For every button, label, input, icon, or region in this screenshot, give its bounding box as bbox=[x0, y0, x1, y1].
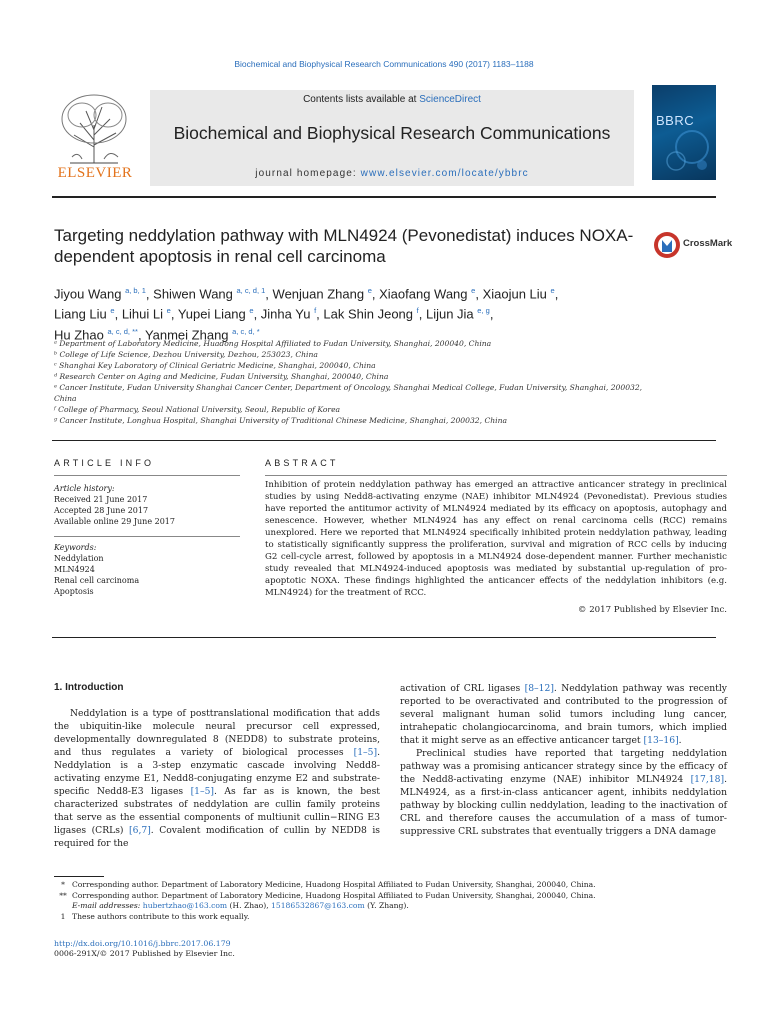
citation-link[interactable]: [13–16] bbox=[643, 735, 679, 746]
author-separator: , bbox=[554, 286, 559, 302]
author-name[interactable]: Hu Zhao bbox=[54, 326, 104, 342]
abstract-heading: ABSTRACT bbox=[265, 458, 339, 468]
crossmark-label: CrossMark bbox=[683, 238, 733, 249]
author-name[interactable]: Xiaofang Wang bbox=[379, 286, 468, 302]
body-divider bbox=[52, 637, 716, 638]
body-text: . Neddylation is a 3-step enzymatic cascade involving Nedd8-activating enzyme E1, Nedd8-conjugating enzyme E2 and substrate-specific Nedd8-E3 ligases bbox=[54, 747, 380, 797]
history-online: Available online 29 June 2017 bbox=[54, 517, 175, 526]
author-name[interactable]: Yanmei Zhang bbox=[144, 326, 229, 342]
journal-header bbox=[52, 85, 716, 193]
affiliations bbox=[54, 338, 654, 426]
citation-link[interactable]: [17,18] bbox=[690, 774, 725, 785]
article-info-heading: ARTICLE INFO bbox=[54, 458, 155, 468]
crossmark-badge[interactable] bbox=[653, 230, 733, 260]
author-name[interactable]: Lijun Jia bbox=[425, 306, 474, 322]
keyword: Renal cell carcinoma bbox=[54, 576, 140, 585]
journal-banner bbox=[150, 90, 634, 186]
author-separator: , bbox=[316, 306, 324, 322]
keywords bbox=[54, 542, 244, 597]
keyword: Neddylation bbox=[54, 554, 104, 563]
email-owner: (Y. Zhang). bbox=[364, 901, 409, 910]
author-affiliation-marks[interactable]: a, c, d, ** bbox=[107, 326, 138, 336]
body-column-left bbox=[54, 707, 380, 850]
homepage-link[interactable]: www.elsevier.com/locate/ybbrc bbox=[360, 168, 529, 179]
cover-pattern bbox=[652, 85, 716, 180]
author-affiliation-marks[interactable]: f bbox=[314, 306, 317, 316]
author-affiliation-marks[interactable]: a, c, d, * bbox=[232, 326, 260, 336]
abstract-divider bbox=[265, 475, 727, 476]
keyword: MLN4924 bbox=[54, 565, 95, 574]
citation-link[interactable]: [8–12] bbox=[524, 683, 554, 694]
affiliation: ᵍ Cancer Institute, Longhua Hospital, Shanghai University of Traditional Chinese Medicine, Shanghai, 200032, China bbox=[54, 416, 508, 425]
email-link[interactable]: hubertzhao@163.com bbox=[142, 901, 228, 910]
body-text: Neddylation is a type of posttranslational modification that adds the ubiquitin-like molecule neural precursor cell expressed, developmentally downregulated 8 (NEDD8) to substrate proteins, and thus regulates a variety of biological processes bbox=[54, 708, 380, 758]
body-text: . MLN4924, as a first-in-class anticancer agent, inhibits neddylation pathway by blocking cullin neddylation, leading to the inactivation of CRL and therefore causes the accumulation of a mass of tumor-suppressive CRL substrates that eventually triggers a DNA damage bbox=[400, 774, 727, 837]
affiliation: ᵃ Department of Laboratory Medicine, Huadong Hospital Affiliated to Fudan University, Shanghai, 200040, China bbox=[54, 339, 492, 348]
history-received: Received 21 June 2017 bbox=[54, 495, 148, 504]
author-separator: , bbox=[253, 306, 261, 322]
homepage-prefix: journal homepage: bbox=[255, 168, 361, 179]
abstract-text: Inhibition of protein neddylation pathway has emerged an attractive anticancer strategy in preclinical studies by using Nedd8-activating enzyme (NAE) inhibitor MLN4924 (Pevonedistat). Previous studies have reported the antitumor activity of MLN4924 mediated by its efficacy on apoptosis, autophagy and senescence. However, whether MLN4924 has any effect on renal carcinoma cells (RCC) remains unexplored. Here we reported that MLN4924 specifically inhibited protein neddylation pathway, leading to statistically significantly suppress the proliferation, survival and migration of RCC cells by inducing G2 cell-cycle arrest, followed by apoptosis in a MLN4924 dose-dependent manner. Further mechanistic study revealed that MLN4924-induced apoptosis was mediated by substantial up-regulation of pro-apoptotic NOXA. These findings highlighted the anticancer effects of the neddylation inhibitors (e.g. MLN4924) for the treatment of RCC. bbox=[265, 480, 727, 598]
abstract-copyright: © 2017 Published by Elsevier Inc. bbox=[577, 605, 727, 615]
author-separator: , bbox=[371, 286, 380, 302]
author-affiliation-marks[interactable]: e bbox=[367, 286, 372, 295]
author-separator: , bbox=[418, 306, 426, 322]
author-separator: , bbox=[475, 286, 483, 302]
contents-line bbox=[150, 94, 634, 105]
author-name[interactable]: Jinha Yu bbox=[260, 306, 311, 322]
article-title: Targeting neddylation pathway with MLN4924 (Pevonedistat) induces NOXA-dependent apoptosis in renal cell carcinoma bbox=[54, 226, 634, 266]
footnote-mark: * bbox=[61, 880, 65, 889]
author-separator: , bbox=[145, 286, 154, 302]
history-label: Article history: bbox=[54, 484, 115, 493]
author-affiliation-marks[interactable]: e bbox=[249, 306, 254, 316]
elsevier-wordmark: ELSEVIER bbox=[57, 165, 133, 181]
author-name[interactable]: Yupei Liang bbox=[177, 306, 246, 322]
footnote-text: Corresponding author. Department of Laboratory Medicine, Huadong Hospital Affiliated to Fudan University, Shanghai, 200040, China. bbox=[72, 890, 596, 900]
author-affiliation-marks[interactable]: e bbox=[471, 286, 476, 295]
author-separator: , bbox=[170, 306, 178, 322]
author-name[interactable]: Xiaojun Liu bbox=[482, 286, 547, 302]
footnote-corresponding-1 bbox=[54, 880, 714, 891]
body-column-right bbox=[400, 682, 727, 838]
author-list bbox=[54, 282, 654, 343]
affiliation: ᶠ College of Pharmacy, Seoul National University, Seoul, Republic of Korea bbox=[54, 405, 341, 414]
affiliation: ᵇ College of Life Science, Dezhou University, Dezhou, 253023, China bbox=[54, 350, 318, 359]
journal-title: Biochemical and Biophysical Research Communications bbox=[173, 123, 611, 143]
author-affiliation-marks[interactable]: f bbox=[416, 306, 419, 316]
author-affiliation-marks[interactable]: e bbox=[110, 306, 115, 316]
keywords-divider bbox=[54, 536, 240, 537]
author-name[interactable]: Lihui Li bbox=[121, 306, 164, 322]
cover-title: BBRC bbox=[656, 113, 695, 128]
author-affiliation-marks[interactable]: e bbox=[550, 286, 555, 295]
journal-citation-line[interactable]: Biochemical and Biophysical Research Communications 490 (2017) 1183–1188 bbox=[234, 59, 534, 69]
author-name[interactable]: Wenjuan Zhang bbox=[272, 286, 365, 302]
author-name[interactable]: Liang Liu bbox=[54, 306, 107, 322]
body-text: . Neddylation pathway was recently reported to be overactivated and contributed to the progression of several malignant human solid tumors including lung cancer, intrahepatic cholangiocarcinoma, and brain tumors, which implied that it might serve as an effective anticancer target bbox=[400, 683, 727, 746]
email-link[interactable]: 15186532867@163.com bbox=[271, 901, 365, 910]
author-affiliation-marks[interactable]: a, b, 1 bbox=[125, 286, 146, 295]
footnote-emails bbox=[54, 901, 714, 912]
author-name[interactable]: Shiwen Wang bbox=[153, 286, 233, 302]
author-separator: , bbox=[489, 306, 494, 322]
footnotes bbox=[54, 880, 714, 922]
article-history bbox=[54, 483, 244, 527]
footnote-corresponding-2 bbox=[54, 891, 714, 902]
author-separator: , bbox=[114, 306, 122, 322]
affiliation: ᶜ Shanghai Key Laboratory of Clinical Geriatric Medicine, Shanghai, 200040, China bbox=[54, 361, 376, 370]
history-accepted: Accepted 28 June 2017 bbox=[54, 506, 149, 515]
journal-cover-image bbox=[652, 85, 716, 180]
author-separator: , bbox=[137, 326, 145, 342]
body-text: . As far as is known, the best characterized substrates of neddylation are cullin family proteins that serve as the essential components of multiunit cullin−RING E3 ligases (CRLs) bbox=[54, 786, 380, 836]
author-separator: , bbox=[265, 286, 273, 302]
header-divider bbox=[52, 196, 716, 198]
author-name[interactable]: Jiyou Wang bbox=[54, 286, 122, 302]
footnote-mark: ** bbox=[59, 890, 67, 900]
footnote-text: These authors contribute to this work equally. bbox=[72, 911, 250, 921]
issn-line: 0006-291X/© 2017 Published by Elsevier Inc. bbox=[54, 949, 235, 958]
citation-link[interactable]: [1–5] bbox=[353, 747, 378, 758]
footnote-divider bbox=[54, 876, 104, 877]
body-text: . bbox=[678, 735, 682, 746]
sciencedirect-link[interactable]: ScienceDirect bbox=[419, 94, 481, 105]
footnote-equal-contribution bbox=[54, 912, 714, 923]
email-label: E-mail addresses: bbox=[72, 901, 141, 910]
introduction-heading: 1. Introduction bbox=[54, 682, 124, 693]
keyword: Apoptosis bbox=[54, 587, 94, 596]
author-affiliation-marks[interactable]: a, c, d, 1 bbox=[236, 286, 266, 295]
email-owner: (H. Zhao), bbox=[227, 901, 272, 910]
body-text: activation of CRL ligases bbox=[400, 683, 525, 694]
intro-paragraph bbox=[54, 707, 380, 850]
contents-prefix: Contents lists available at bbox=[303, 94, 420, 105]
affiliation: ᵉ Cancer Institute, Fudan University Shanghai Cancer Center, Department of Oncology, Shanghai Medical College, Fudan University, Shanghai, 200032, China bbox=[54, 383, 643, 403]
section-divider bbox=[52, 440, 716, 441]
doi-link[interactable]: http://dx.doi.org/10.1016/j.bbrc.2017.06.179 bbox=[54, 939, 231, 948]
body-text: Preclinical studies have reported that targeting neddylation pathway was a promising anticancer strategy since by the efficacy of the Nedd8-activating enzyme (NAE) inhibitor MLN4924 bbox=[400, 748, 727, 785]
keywords-label: Keywords: bbox=[54, 543, 97, 552]
body-text: . Covalent modification of cullin by NEDD8 is required for the bbox=[54, 825, 380, 849]
author-affiliation-marks[interactable]: e bbox=[166, 306, 171, 316]
author-affiliation-marks[interactable]: e, g bbox=[477, 306, 490, 316]
footnote-text: Corresponding author. Department of Laboratory Medicine, Huadong Hospital Affiliated to Fudan University, Shanghai, 200040, China. bbox=[72, 880, 596, 889]
intro-paragraph bbox=[400, 682, 727, 747]
article-info-divider bbox=[54, 475, 240, 476]
author-name[interactable]: Lak Shin Jeong bbox=[323, 306, 414, 322]
citation-link[interactable]: [1–5] bbox=[190, 786, 215, 797]
crossmark-icon bbox=[653, 230, 681, 260]
citation-link[interactable]: [6,7] bbox=[129, 825, 151, 836]
footnote-mark: 1 bbox=[60, 911, 66, 921]
homepage-line bbox=[150, 168, 634, 179]
intro-paragraph bbox=[400, 747, 727, 838]
affiliation: ᵈ Research Center on Aging and Medicine, Fudan University, Shanghai, 200040, China bbox=[54, 372, 389, 381]
